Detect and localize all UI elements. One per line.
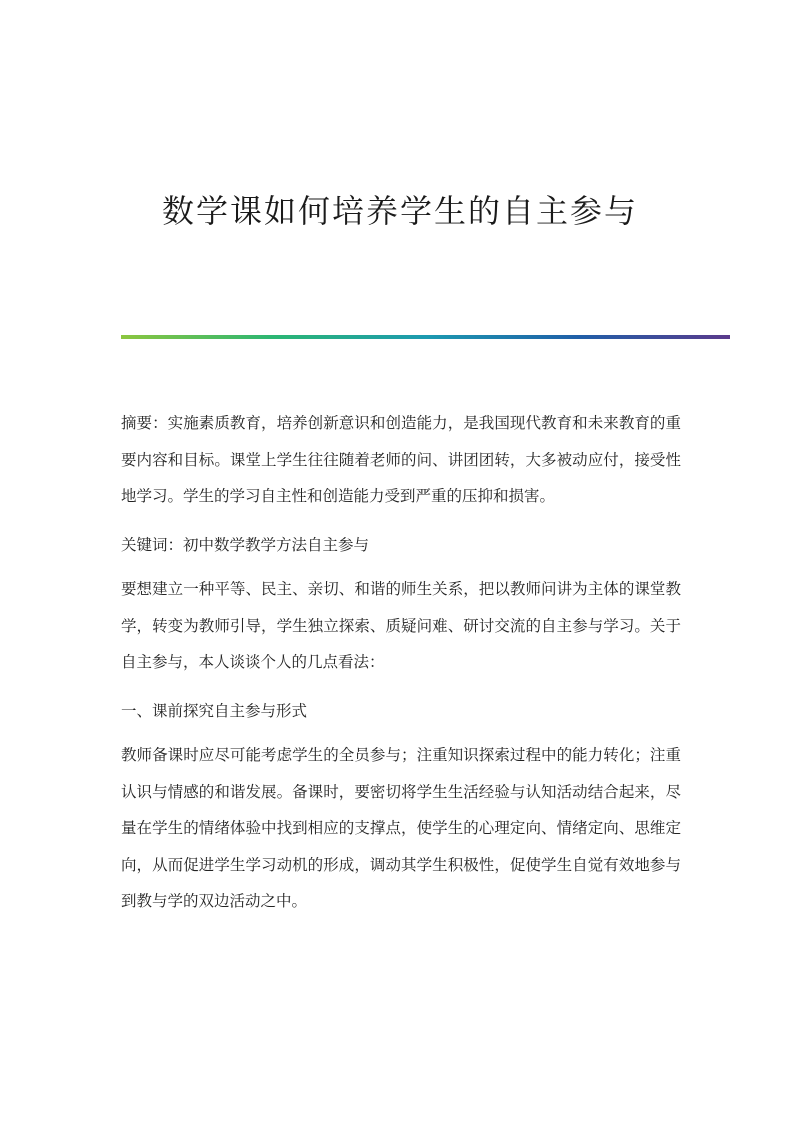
title-divider: [121, 335, 730, 339]
section-heading: 一、课前探究自主参与形式: [121, 701, 308, 720]
intro-paragraph: 要想建立一种平等、民主、亲切、和谐的师生关系，把以教师问讲为主体的课堂教学，转变为教师引导，学生独立探索、质疑问难、研讨交流的自主参与学习。关于自主参与，本人谈谈个人的几点看法：: [121, 580, 681, 671]
document-body: [121, 405, 681, 932]
document-title: 数学课如何培养学生的自主参与: [161, 192, 638, 230]
keywords-line: 关键词：初中数学教学方法自主参与: [121, 535, 370, 554]
abstract-paragraph: 摘要：实施素质教育，培养创新意识和创造能力，是我国现代教育和未来教育的重要内容和目标。课堂上学生往往随着老师的问、讲团团转，大多被动应付，接受性地学习。学生的学习自主性和创造能力受到严重的压抑和损害。: [121, 414, 681, 505]
section-paragraph: 教师备课时应尽可能考虑学生的全员参与；注重知识探索过程中的能力转化；注重认识与情感的和谐发展。备课时，要密切将学生生活经验与认知活动结合起来，尽量在学生的情绪体验中找到相应的支撑点，使学生的心理定向、情绪定向、思维定向，从而促进学生学习动机的形成，调动其学生积极性，促使学生自觉有效地参与到教与学的双边活动之中。: [121, 746, 681, 910]
